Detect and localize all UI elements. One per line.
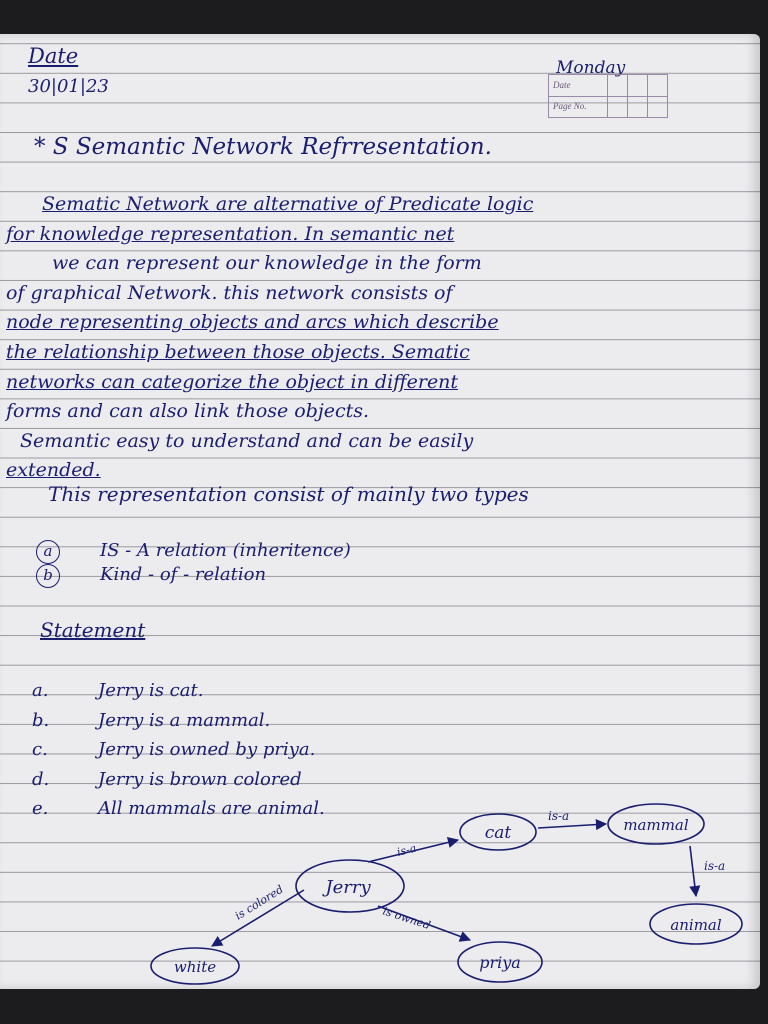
node-mammal-label: mammal <box>623 816 689 834</box>
edge-cat-mammal <box>538 824 606 828</box>
type-text: IS - A relation (inheritence) <box>100 540 351 561</box>
statement-text: Jerry is owned by priya. <box>98 739 316 761</box>
statement-marker: e. <box>32 798 49 820</box>
paragraph-line: Semantic easy to understand and can be easily <box>20 429 474 452</box>
paragraph-line: networks can categorize the object in different <box>6 370 459 393</box>
type-marker: b <box>36 564 60 588</box>
statement-text: Jerry is cat. <box>98 680 204 701</box>
edge-jerry-cat-label: is-a <box>395 841 418 859</box>
node-priya-label: priya <box>479 953 521 972</box>
types-intro: This representation consist of mainly two types <box>48 482 529 506</box>
page-title: * S Semantic Network Refrresentation. <box>34 134 492 160</box>
paragraph-line: extended. <box>6 459 101 482</box>
day-label: Monday <box>556 58 626 78</box>
edge-jerry-priya-label: is owned <box>381 904 433 933</box>
node-jerry-label: Jerry <box>325 877 371 898</box>
statement-marker: c. <box>32 739 48 761</box>
type-marker: a <box>36 540 60 564</box>
date-value: 30|01|23 <box>28 76 109 97</box>
node-animal-label: animal <box>670 916 722 934</box>
statement-heading: Statement <box>40 618 146 642</box>
edge-mammal-animal-label: is-a <box>704 859 726 873</box>
date-label: Date <box>28 44 79 68</box>
paragraph-line: node representing objects and arcs which describe <box>6 311 499 334</box>
edge-mammal-animal <box>690 846 696 896</box>
statement-text: Jerry is brown colored <box>98 768 302 790</box>
type-text: Kind - of - relation <box>100 563 267 585</box>
box-page-label: Page No. <box>553 101 587 111</box>
statement-marker: d. <box>32 768 50 790</box>
paragraph-line: we can represent our knowledge in the form <box>52 252 482 275</box>
statement-text: All mammals are animal. <box>98 798 325 820</box>
statement-marker: a. <box>32 680 49 701</box>
paragraph-line: forms and can also link those objects. <box>6 400 370 423</box>
paragraph-line: of graphical Network. this network consists of <box>6 281 453 304</box>
statement-text: Jerry is a mammal. <box>98 709 271 731</box>
edge-jerry-white-label: is colored <box>232 882 286 923</box>
paragraph-line: for knowledge representation. In semantic net <box>6 222 455 245</box>
node-cat-label: cat <box>484 823 512 843</box>
paragraph-line: Sematic Network are alternative of Predicate logic <box>42 193 534 215</box>
paragraph-line: the relationship between those objects. Sematic <box>6 340 470 363</box>
node-white-label: white <box>173 958 217 976</box>
edge-cat-mammal-label: is-a <box>548 809 570 823</box>
statement-marker: b. <box>32 709 50 731</box>
box-date-label: Date <box>553 80 571 90</box>
